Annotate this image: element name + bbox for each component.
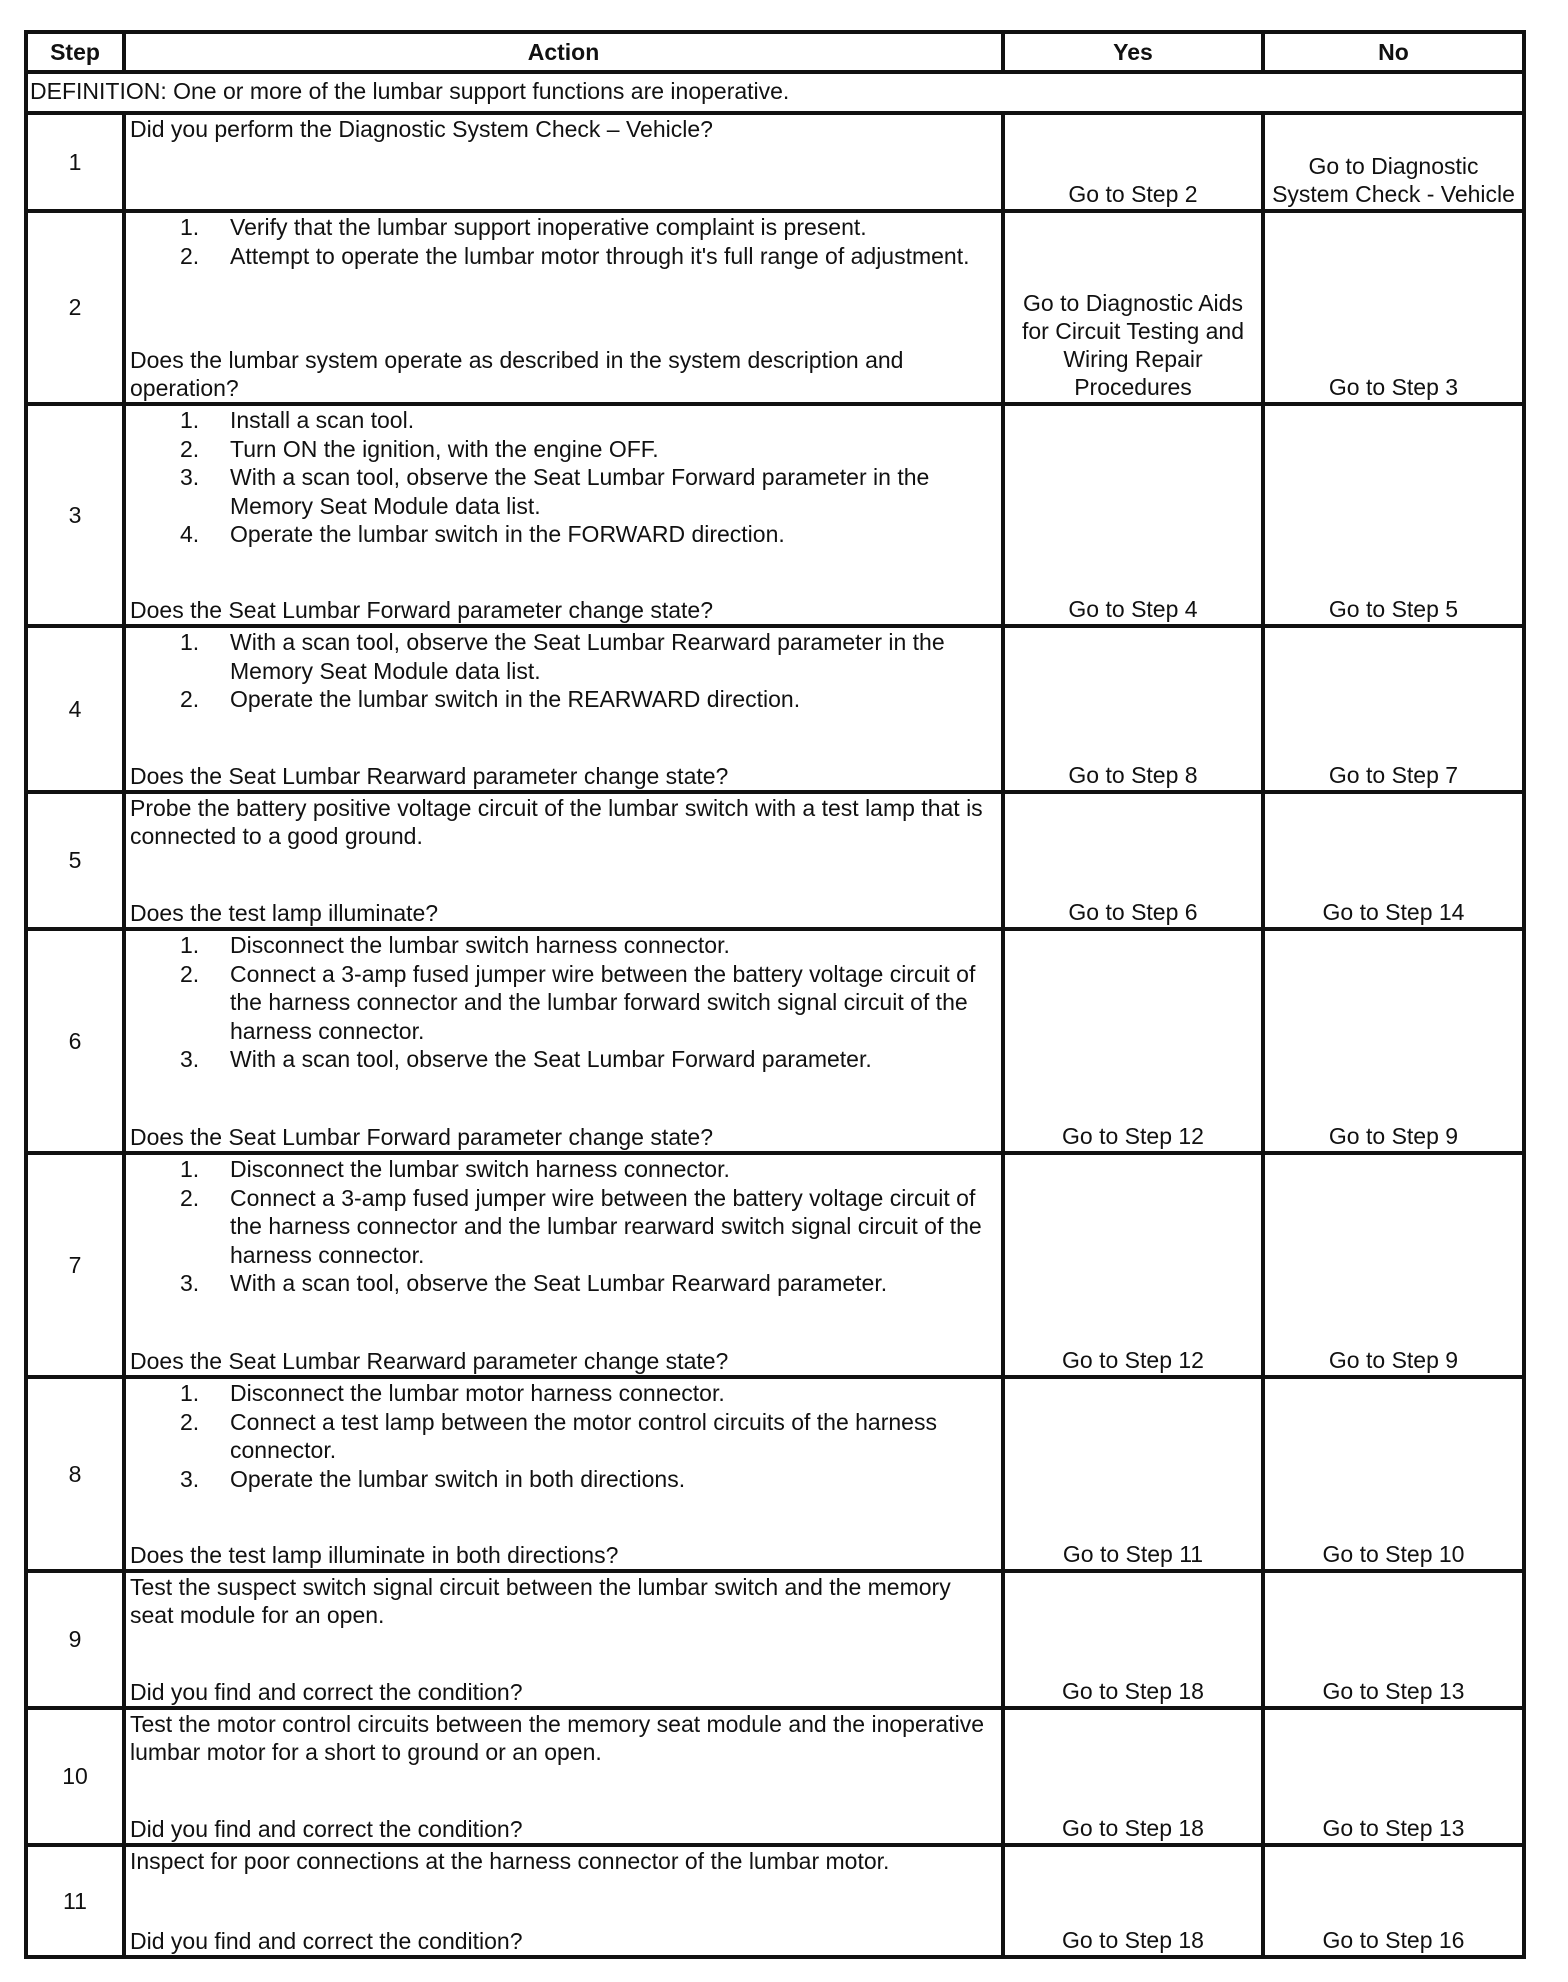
action-intro: Probe the battery positive voltage circuit of the lumbar switch with a test lamp that is connected to a good ground. <box>130 795 983 849</box>
action-step-number: 1. <box>180 407 200 433</box>
step-row <box>26 113 1524 211</box>
action-question: Does the Seat Lumbar Rearward parameter change state? <box>130 1348 729 1374</box>
yes-outcome: Go to Step 18 <box>1003 1708 1263 1845</box>
action-step-text: Connect a test lamp between the motor control circuits of the harness connector. <box>230 1408 937 1463</box>
action-step-item <box>130 213 995 242</box>
diagnostic-table-page <box>24 30 1526 1959</box>
action-step-number: 2. <box>180 242 200 269</box>
header-row <box>26 32 1524 72</box>
yes-outcome: Go to Step 18 <box>1003 1845 1263 1957</box>
no-outcome: Go to Step 9 <box>1263 1153 1524 1377</box>
step-action <box>124 792 1003 929</box>
step-number: 8 <box>26 1377 124 1571</box>
no-outcome: Go to Step 7 <box>1263 626 1524 792</box>
action-step-item <box>130 1408 995 1465</box>
action-step-number: 4. <box>180 521 200 547</box>
action-steps-list <box>130 931 995 1074</box>
action-question: Does the lumbar system operate as described in the system description and operation? <box>130 347 904 401</box>
action-step-text: With a scan tool, observe the Seat Lumbar Forward parameter. <box>230 1046 872 1072</box>
step-action <box>124 626 1003 792</box>
action-intro: Test the suspect switch signal circuit between the lumbar switch and the memory seat module for an open. <box>130 1574 951 1628</box>
action-step-number: 2. <box>180 686 200 712</box>
action-intro: Inspect for poor connections at the harness connector of the lumbar motor. <box>130 1848 890 1874</box>
action-step-number: 2. <box>180 1184 200 1211</box>
step-action <box>124 1845 1003 1957</box>
action-question: Does the Seat Lumbar Forward parameter change state? <box>130 1124 713 1150</box>
diagnostic-table <box>24 30 1526 1959</box>
action-intro: Did you perform the Diagnostic System Check – Vehicle? <box>130 116 713 142</box>
action-step-number: 1. <box>180 1380 200 1406</box>
step-number: 11 <box>26 1845 124 1957</box>
action-step-number: 1. <box>180 932 200 958</box>
action-step-text: Disconnect the lumbar switch harness connector. <box>230 932 730 958</box>
yes-outcome: Go to Step 8 <box>1003 626 1263 792</box>
action-step-item <box>130 628 995 685</box>
step-row <box>26 1153 1524 1377</box>
no-outcome: Go to Step 5 <box>1263 404 1524 626</box>
action-step-item <box>130 685 995 714</box>
action-step-text: Operate the lumbar switch in the REARWARD direction. <box>230 686 801 712</box>
action-step-item <box>130 435 995 464</box>
step-row <box>26 626 1524 792</box>
yes-outcome: Go to Step 6 <box>1003 792 1263 929</box>
action-step-number: 3. <box>180 1270 200 1296</box>
action-step-number: 1. <box>180 214 200 240</box>
action-steps-list <box>130 1379 995 1493</box>
no-outcome: Go to Step 13 <box>1263 1708 1524 1845</box>
header-no: No <box>1263 32 1524 72</box>
yes-outcome: Go to Step 11 <box>1003 1377 1263 1571</box>
action-steps-list <box>130 406 995 549</box>
step-action <box>124 1571 1003 1708</box>
step-action <box>124 211 1003 404</box>
yes-outcome: Go to Diagnostic Aids for Circuit Testing and Wiring Repair Procedures <box>1003 211 1263 404</box>
definition-text: DEFINITION: One or more of the lumbar support functions are inoperative. <box>26 72 1524 113</box>
header-step: Step <box>26 32 124 72</box>
action-step-text: With a scan tool, observe the Seat Lumbar Rearward parameter in the Memory Seat Module data list. <box>230 629 945 684</box>
no-outcome: Go to Step 16 <box>1263 1845 1524 1957</box>
action-question: Does the test lamp illuminate in both directions? <box>130 1542 619 1568</box>
action-step-item <box>130 242 995 271</box>
yes-outcome: Go to Step 12 <box>1003 1153 1263 1377</box>
yes-outcome: Go to Step 2 <box>1003 113 1263 211</box>
action-step-number: 3. <box>180 1046 200 1072</box>
action-step-item <box>130 1184 995 1270</box>
step-row <box>26 211 1524 404</box>
action-step-text: Attempt to operate the lumbar motor through it's full range of adjustment. <box>230 242 970 269</box>
yes-outcome: Go to Step 12 <box>1003 929 1263 1153</box>
action-step-number: 3. <box>180 1465 200 1492</box>
no-outcome: Go to Step 10 <box>1263 1377 1524 1571</box>
step-row <box>26 929 1524 1153</box>
step-row <box>26 1571 1524 1708</box>
action-step-item <box>130 1379 995 1408</box>
action-question: Did you find and correct the condition? <box>130 1679 523 1705</box>
step-number: 1 <box>26 113 124 211</box>
no-outcome: Go to Step 13 <box>1263 1571 1524 1708</box>
no-outcome: Go to Step 14 <box>1263 792 1524 929</box>
action-question: Does the Seat Lumbar Forward parameter change state? <box>130 597 713 623</box>
action-step-text: Operate the lumbar switch in the FORWARD direction. <box>230 521 785 547</box>
step-action <box>124 113 1003 211</box>
yes-outcome: Go to Step 4 <box>1003 404 1263 626</box>
action-step-text: With a scan tool, observe the Seat Lumbar Rearward parameter. <box>230 1270 888 1296</box>
step-row <box>26 1708 1524 1845</box>
no-outcome: Go to Diagnostic System Check - Vehicle <box>1263 113 1524 211</box>
step-number: 2 <box>26 211 124 404</box>
action-step-item <box>130 520 995 549</box>
step-number: 4 <box>26 626 124 792</box>
step-action <box>124 1377 1003 1571</box>
action-step-item <box>130 931 995 960</box>
step-row <box>26 1845 1524 1957</box>
action-step-number: 3. <box>180 464 200 490</box>
action-step-number: 2. <box>180 1408 200 1435</box>
yes-outcome: Go to Step 18 <box>1003 1571 1263 1708</box>
step-row <box>26 404 1524 626</box>
action-step-text: With a scan tool, observe the Seat Lumbar Forward parameter in the Memory Seat Module data list. <box>230 464 930 519</box>
action-question: Does the Seat Lumbar Rearward parameter change state? <box>130 763 729 789</box>
action-step-item <box>130 1045 995 1074</box>
step-action <box>124 1708 1003 1845</box>
action-step-item <box>130 463 995 520</box>
action-step-text: Connect a 3-amp fused jumper wire between the battery voltage circuit of the harness connector and the lumbar rearward switch signal circuit of the harness connector. <box>230 1184 982 1268</box>
step-number: 9 <box>26 1571 124 1708</box>
action-step-text: Verify that the lumbar support inoperative complaint is present. <box>230 214 867 240</box>
action-intro: Test the motor control circuits between the memory seat module and the inoperative lumbar motor for a short to ground or an open. <box>130 1711 984 1765</box>
action-step-number: 1. <box>180 629 200 655</box>
step-number: 5 <box>26 792 124 929</box>
action-step-text: Turn ON the ignition, with the engine OFF. <box>230 435 659 462</box>
action-step-item <box>130 1465 995 1494</box>
no-outcome: Go to Step 3 <box>1263 211 1524 404</box>
header-action: Action <box>124 32 1003 72</box>
action-step-text: Operate the lumbar switch in both directions. <box>230 1465 686 1492</box>
step-number: 7 <box>26 1153 124 1377</box>
step-row <box>26 1377 1524 1571</box>
action-steps-list <box>130 213 995 270</box>
no-outcome: Go to Step 9 <box>1263 929 1524 1153</box>
step-action <box>124 929 1003 1153</box>
action-step-text: Disconnect the lumbar motor harness connector. <box>230 1380 725 1406</box>
action-step-item <box>130 960 995 1046</box>
header-yes: Yes <box>1003 32 1263 72</box>
step-number: 10 <box>26 1708 124 1845</box>
action-step-number: 1. <box>180 1156 200 1182</box>
step-number: 3 <box>26 404 124 626</box>
action-step-number: 2. <box>180 960 200 987</box>
step-row <box>26 792 1524 929</box>
definition-row <box>26 72 1524 113</box>
action-step-text: Disconnect the lumbar switch harness connector. <box>230 1156 730 1182</box>
action-steps-list <box>130 628 995 714</box>
action-question: Does the test lamp illuminate? <box>130 900 439 926</box>
action-step-item <box>130 1269 995 1298</box>
action-step-item <box>130 1155 995 1184</box>
action-steps-list <box>130 1155 995 1298</box>
action-question: Did you find and correct the condition? <box>130 1928 523 1954</box>
action-question: Did you find and correct the condition? <box>130 1816 523 1842</box>
step-action <box>124 1153 1003 1377</box>
action-step-item <box>130 406 995 435</box>
action-step-number: 2. <box>180 435 200 462</box>
step-number: 6 <box>26 929 124 1153</box>
step-action <box>124 404 1003 626</box>
action-step-text: Install a scan tool. <box>230 407 415 433</box>
action-step-text: Connect a 3-amp fused jumper wire between the battery voltage circuit of the harness connector and the lumbar forward switch signal circuit of the harness connector. <box>230 960 976 1044</box>
